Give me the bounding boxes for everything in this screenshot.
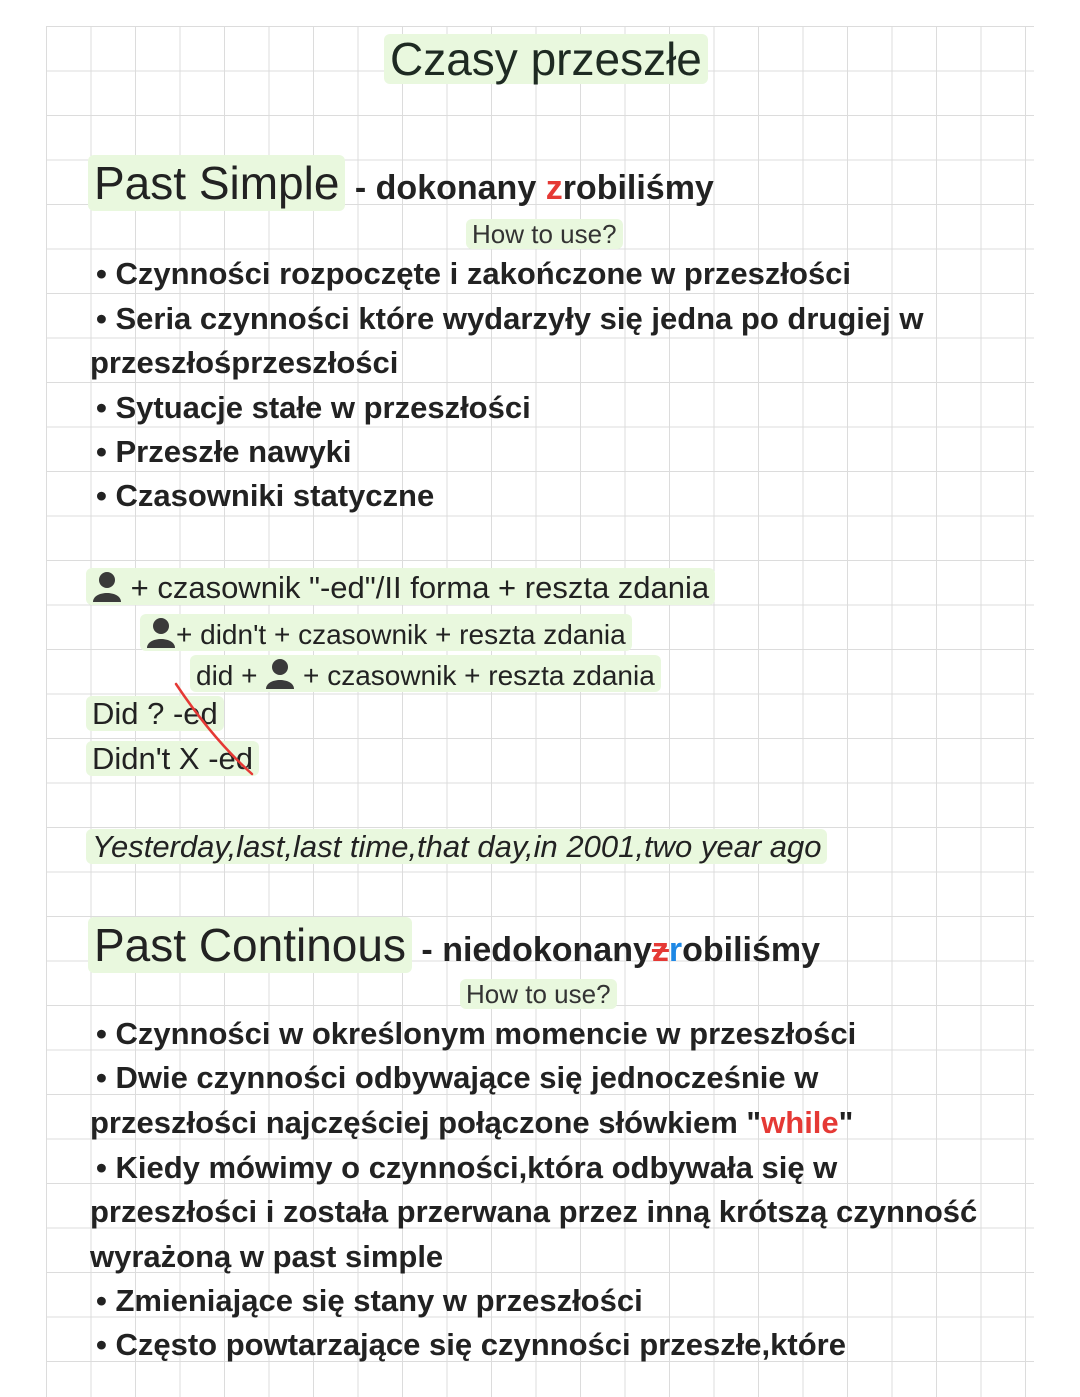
bullet-1: • Czynności rozpoczęte i zakończone w przeszłości	[96, 256, 852, 291]
past-simple-title: Past Simple	[88, 155, 345, 211]
pc-bullet-3-cont-2: wyrażoną w past simple	[90, 1239, 444, 1274]
how-to-use-label-2: How to use?	[460, 979, 617, 1009]
person-icon	[92, 570, 122, 602]
pc-bullet-2: • Dwie czynności odbywające się jednocześnie w	[96, 1060, 819, 1095]
pc-bullet-5: • Często powtarzające się czynności przeszłe,które	[96, 1327, 846, 1362]
formula-question: did + + czasownik + reszta zdania	[190, 655, 661, 692]
did-question-note: Did ? -ed	[86, 696, 224, 731]
pc-bullet-1: • Czynności w określonym momencie w przeszłości	[96, 1016, 857, 1051]
pc-bullet-3: • Kiedy mówimy o czynności,która odbywała się w	[96, 1150, 838, 1185]
page-title: Czasy przeszłe	[384, 34, 708, 84]
formula-positive: + czasownik "-ed"/II forma + reszta zdania	[86, 568, 715, 605]
bullet-2: • Seria czynności które wydarzyły się jedna po drugiej w	[96, 301, 924, 336]
bullet-3: • Sytuacje stałe w przeszłości	[96, 390, 531, 425]
person-icon	[146, 616, 176, 648]
bullet-2-cont: przeszłośprzeszłości	[90, 345, 399, 380]
bullet-5: • Czasowniki statyczne	[96, 478, 435, 513]
strike-through-mark	[170, 680, 265, 780]
person-icon	[265, 657, 295, 689]
past-continous-heading: Past Continous - niedokonanyzrobiliśmy	[88, 922, 820, 968]
while-keyword: while	[761, 1105, 839, 1140]
pc-bullet-3-cont: przeszłości i została przerwana przez inną krótszą czynność	[90, 1194, 978, 1229]
how-to-use-label: How to use?	[466, 219, 623, 249]
past-simple-heading: Past Simple - dokonany zrobiliśmy	[88, 160, 714, 206]
formula-negative: + didn't + czasownik + reszta zdania	[140, 614, 632, 651]
didnt-negative-note: Didn't X -ed	[86, 741, 259, 776]
time-expressions: Yesterday,last,last time,that day,in 2001,two year ago	[86, 829, 827, 864]
past-continous-subtitle: niedokonanyzrobiliśmy	[442, 931, 821, 969]
past-simple-subtitle: dokonany zrobiliśmy	[375, 169, 714, 207]
pc-bullet-4: • Zmieniające się stany w przeszłości	[96, 1283, 643, 1318]
pc-bullet-2-cont: przeszłości najczęściej połączone słówkiem "while"	[90, 1105, 854, 1140]
bullet-4: • Przeszłe nawyki	[96, 434, 352, 469]
past-continous-title: Past Continous	[88, 917, 412, 973]
